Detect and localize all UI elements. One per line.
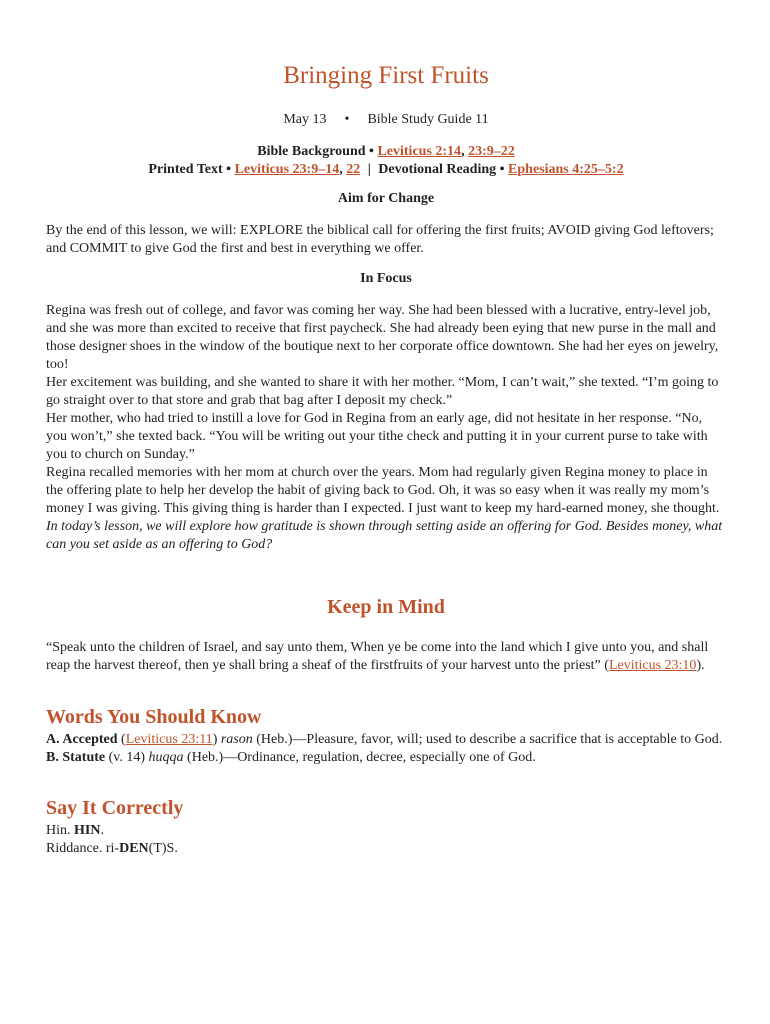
- quote-text: “Speak unto the children of Israel, and say unto them, When ye be come into the land which I give unto you, and shall reap the harvest thereof, then ye shall bring a sheaf of the firstfruits of your harvest unto the priest”: [46, 640, 709, 673]
- focus-paragraph-2: Her excitement was building, and she wanted to share it with her mother. “Mom, I can’t wait,” she texted. “I’m going to go straight over to that store and grab that bag after I deposit my check.”: [46, 375, 719, 408]
- pron-word-2: Riddance.: [46, 841, 103, 856]
- pron-word-1: Hin.: [46, 823, 71, 838]
- aim-heading: Aim for Change: [337, 191, 435, 206]
- in-focus-body: [46, 302, 726, 554]
- focus-paragraph-3: Her mother, who had tried to instill a love for God in Regina from an early age, did not hesitate in her response. “No, you won’t,” she texted back. “You will be writing out your tithe check and putting it in your current purse to take with you to church on Sunday.”: [46, 411, 708, 462]
- word-b-label: B. Statute: [46, 750, 106, 765]
- printed-text-line: Printed Text • Leviticus 23:9–14, 22 | Devotional Reading • Ephesians 4:25–5:2: [148, 162, 624, 177]
- quote-open-paren: (: [604, 658, 609, 673]
- bible-background-label: Bible Background •: [257, 144, 374, 159]
- focus-paragraph-1: Regina was fresh out of college, and favor was coming her way. She had been blessed with a lucrative, entry-level job, and she was more than excited to receive that first paycheck. She had already been eying that new purse in the mall and those designer shoes in the window of the boutique next to her corporate office downtown. She had her eyes on jewelry, too!: [46, 303, 719, 372]
- bible-background-link-2[interactable]: 23:9–22: [468, 144, 515, 159]
- words-heading: Words You Should Know: [46, 706, 262, 728]
- word-b-definition: (Heb.)—Ordinance, regulation, decree, especially one of God.: [187, 750, 536, 765]
- pron-stress-1: HIN: [74, 823, 101, 838]
- bible-background-link-1[interactable]: Leviticus 2:14: [377, 144, 462, 159]
- printed-text-label: Printed Text •: [148, 162, 232, 177]
- word-a-term: rason: [220, 732, 253, 747]
- dateline-separator: •: [344, 112, 350, 127]
- word-a-definition: (Heb.)—Pleasure, favor, will; used to describe a sacrifice that is acceptable to God.: [256, 732, 723, 747]
- aim-text: By the end of this lesson, we will: EXPLORE the biblical call for offering the first fruits; AVOID giving God leftovers; and COMMIT to give God the first and best in everything we offer.: [46, 223, 714, 256]
- word-a-label: A. Accepted: [46, 732, 118, 747]
- word-a-ref-link[interactable]: Leviticus 23:11: [125, 732, 213, 747]
- keep-in-mind-quote: [46, 639, 726, 675]
- word-entry-b: [46, 749, 726, 767]
- printed-text-link-2[interactable]: 22: [346, 162, 361, 177]
- quote-close-paren: ).: [696, 658, 705, 673]
- study-guide-label: Bible Study Guide 11: [367, 112, 489, 127]
- devotional-reading-label: Devotional Reading •: [378, 162, 505, 177]
- say-it-heading: Say It Correctly: [46, 797, 184, 819]
- words-list: [46, 731, 726, 767]
- focus-closing-question: In today’s lesson, we will explore how gratitude is shown through setting aside an offering for God. Besides money, what can you set aside as an offering to God?: [46, 519, 723, 552]
- lesson-date: May 13: [283, 112, 327, 127]
- pronunciation-1: [46, 822, 726, 840]
- in-focus-heading: In Focus: [360, 271, 412, 286]
- pronunciation-2: [46, 840, 726, 858]
- scripture-references: [46, 143, 726, 179]
- pron-stress-2: DEN: [119, 841, 149, 856]
- word-entry-a: [46, 731, 726, 749]
- page-title: Bringing First Fruits: [283, 62, 489, 89]
- word-a-close: ): [212, 732, 218, 747]
- pron-post-2: (T)S.: [148, 841, 178, 856]
- word-b-term: huqqa: [148, 750, 184, 765]
- divider-bar: |: [367, 162, 371, 177]
- dateline: [46, 112, 726, 128]
- pronunciation-list: [46, 822, 726, 858]
- printed-text-link-1[interactable]: Leviticus 23:9–14: [234, 162, 340, 177]
- word-b-verse: (v. 14): [108, 750, 146, 765]
- devotional-reading-link[interactable]: Ephesians 4:25–5:2: [508, 162, 624, 177]
- keep-in-mind-heading: Keep in Mind: [327, 596, 445, 618]
- pron-pre-2: ri-: [105, 841, 120, 856]
- word-a-open: (: [121, 732, 126, 747]
- keep-in-mind-ref-link[interactable]: Leviticus 23:10: [608, 658, 697, 673]
- focus-paragraph-4: Regina recalled memories with her mom at church over the years. Mom had regularly given Regina money to place in the offering plate to help her develop the habit of giving back to God. Oh, it was so easy when it was really my mom’s money I was giving. This giving thing is harder than I expected. I just want to keep my hard-earned money, she thought.: [46, 465, 720, 516]
- bible-background-line: Bible Background • Leviticus 2:14, 23:9–22: [257, 144, 515, 159]
- pron-end-1: .: [100, 823, 104, 838]
